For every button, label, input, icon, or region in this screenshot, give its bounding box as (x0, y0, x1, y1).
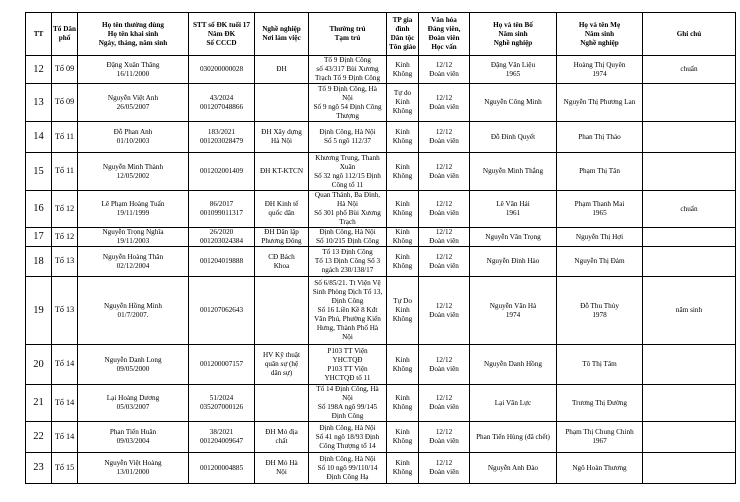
table-row (26, 153, 736, 191)
cell-me: Nguyễn Thị Phương Lan (557, 84, 643, 122)
table-row (26, 277, 736, 345)
cell-to-dan-pho: Tổ 09 (52, 56, 78, 84)
cell-tt: 21 (26, 385, 52, 422)
cell-van-hoa: 12/12 Đoàn viên (419, 228, 470, 247)
cell-ho-ten: Nguyễn Việt Hoàng 13/01/2000 (78, 453, 189, 484)
cell-ghi-chu (643, 122, 736, 153)
cell-tp-gia-dinh: Kinh Không (387, 191, 419, 228)
cell-thuong-tru: Định Công, Hà Nội Số 10 ngõ 99/110/14 Định Công Hạ (309, 453, 387, 484)
cell-tt: 22 (26, 422, 52, 453)
cell-me: Hoàng Thị Quyên 1974 (557, 56, 643, 84)
header-row (26, 13, 736, 56)
cell-bo: Nguyễn Văn Hà 1974 (470, 277, 557, 345)
cell-tt: 23 (26, 453, 52, 484)
cell-nghe-nghiep (255, 277, 309, 345)
cell-ghi-chu (643, 228, 736, 247)
cell-stt-dk: 001207062643 (189, 277, 255, 345)
cell-to-dan-pho: Tổ 12 (52, 228, 78, 247)
header-bo: Họ và tên Bố Năm sinh Nghề nghiệp (470, 13, 557, 56)
cell-bo: Lại Văn Lực (470, 385, 557, 422)
cell-van-hoa: 12/12 Đoàn viên (419, 247, 470, 277)
table-row (26, 228, 736, 247)
header-ho-ten: Họ tên thường dùng Họ tên khai sinh Ngày, tháng, năm sinh (78, 13, 189, 56)
cell-ghi-chu: chuẩn (643, 191, 736, 228)
cell-tt: 16 (26, 191, 52, 228)
cell-bo: Nguyễn Công Minh (470, 84, 557, 122)
header-stt-dk: STT số ĐK tuổi 17 Năm ĐK Số CCCD (189, 13, 255, 56)
cell-nghe-nghiep: HV Kỹ thuật quân sự (hệ dân sự) (255, 345, 309, 385)
cell-tt: 12 (26, 56, 52, 84)
cell-van-hoa: 12/12 Đoàn viên (419, 56, 470, 84)
cell-to-dan-pho: Tổ 13 (52, 277, 78, 345)
cell-ghi-chu (643, 153, 736, 191)
header-nghe-nghiep: Nghề nghiệp Nơi làm việc (255, 13, 309, 56)
header-to-dan-pho: Tổ Dân phố (52, 13, 78, 56)
cell-ho-ten: Nguyễn Hồng Minh 01/7/2007. (78, 277, 189, 345)
cell-thuong-tru: Tổ 9 Định Công số 43/317 Bùi Xương Trạch Tổ 9 Định Công (309, 56, 387, 84)
cell-tp-gia-dinh: Kinh Không (387, 422, 419, 453)
cell-nghe-nghiep: ĐH Kinh tế quốc dân (255, 191, 309, 228)
cell-to-dan-pho: Tổ 12 (52, 191, 78, 228)
cell-ghi-chu: chuẩn (643, 56, 736, 84)
cell-me: Trương Thị Đường (557, 385, 643, 422)
cell-stt-dk: 43/2024 001207048866 (189, 84, 255, 122)
cell-stt-dk: 001200007157 (189, 345, 255, 385)
cell-tp-gia-dinh: Tự do Kinh Không (387, 84, 419, 122)
cell-ghi-chu: năm sinh (643, 277, 736, 345)
cell-me: Nguyễn Thị Đảm (557, 247, 643, 277)
cell-ho-ten: Nguyễn Danh Long 09/05/2000 (78, 345, 189, 385)
cell-van-hoa: 12/12 Đoàn viên (419, 84, 470, 122)
cell-stt-dk: 26/2020 001203024384 (189, 228, 255, 247)
table-row (26, 422, 736, 453)
registration-sheet (25, 12, 736, 484)
cell-me: Nguyễn Thị Hợi (557, 228, 643, 247)
cell-stt-dk: 183/2021 001203028479 (189, 122, 255, 153)
cell-thuong-tru: Định Công, Hà Nội Số 10/215 Định Công (309, 228, 387, 247)
cell-bo: Nguyễn Danh Hồng (470, 345, 557, 385)
header-thuong-tru: Thường trú Tạm trú (309, 13, 387, 56)
cell-ghi-chu (643, 385, 736, 422)
cell-tt: 19 (26, 277, 52, 345)
header-tp-gia-dinh: TP gia đình Dân tộc Tôn giáo (387, 13, 419, 56)
cell-ghi-chu (643, 422, 736, 453)
cell-thuong-tru: Định Công, Hà Nội Số 41 ngõ 18/93 Định Công Thượng tổ 14 (309, 422, 387, 453)
cell-nghe-nghiep: ĐH Xây dựng Hà Nội (255, 122, 309, 153)
header-ghi-chu: Ghi chú (643, 13, 736, 56)
cell-thuong-tru: Số 6/85/21. Tt Viện Vệ Sinh Phòng Dịch Tổ 13, Định Công Số 16 Liền Kề 8 Kđt Văn Phú, Phường Kiến Hưng, Thành Phố Hà Nội (309, 277, 387, 345)
cell-thuong-tru: Tổ 13 Định Công Tổ 13 Định Công Số 3 ngách 230/138/17 (309, 247, 387, 277)
cell-me: Phan Thị Thảo (557, 122, 643, 153)
cell-van-hoa: 12/12 Đoàn viên (419, 122, 470, 153)
cell-bo: Phan Tiến Hùng (đã chết) (470, 422, 557, 453)
cell-thuong-tru: Quan Thánh, Ba Đình, Hà Nội Số 301 phố Bùi Xương Trạch (309, 191, 387, 228)
cell-tp-gia-dinh: Kinh Không (387, 385, 419, 422)
cell-to-dan-pho: Tổ 14 (52, 385, 78, 422)
cell-nghe-nghiep: ĐH Mỏ địa chất (255, 422, 309, 453)
cell-van-hoa: 12/12 Đoàn viên (419, 345, 470, 385)
header-me: Họ và tên Mẹ Năm sinh Nghề nghiệp (557, 13, 643, 56)
table-body (26, 56, 736, 484)
cell-ho-ten: Đỗ Phan Anh 01/10/2003 (78, 122, 189, 153)
cell-nghe-nghiep: ĐH (255, 56, 309, 84)
cell-bo: Đặng Văn Liệu 1965 (470, 56, 557, 84)
cell-to-dan-pho: Tổ 14 (52, 345, 78, 385)
cell-ho-ten: Phan Tiến Huân 09/03/2004 (78, 422, 189, 453)
cell-van-hoa: 12/12 Đoàn viên (419, 277, 470, 345)
cell-nghe-nghiep: ĐH Dân lập Phương Đông (255, 228, 309, 247)
cell-to-dan-pho: Tổ 15 (52, 453, 78, 484)
header-tt: TT (26, 13, 52, 56)
youth-registration-table (25, 12, 736, 484)
cell-ghi-chu (643, 84, 736, 122)
cell-tp-gia-dinh: Kinh Không (387, 228, 419, 247)
cell-thuong-tru: P103 TT Viện YHCTQĐ P103 TT Viện YHCTQĐ tổ 11 (309, 345, 387, 385)
cell-tt: 14 (26, 122, 52, 153)
cell-stt-dk: 001202001409 (189, 153, 255, 191)
cell-ho-ten: Đặng Xuân Thăng 16/11/2000 (78, 56, 189, 84)
cell-tt: 20 (26, 345, 52, 385)
cell-stt-dk: 030200000028 (189, 56, 255, 84)
cell-van-hoa: 12/12 Đoàn viên (419, 153, 470, 191)
cell-nghe-nghiep: CĐ Bách Khoa (255, 247, 309, 277)
cell-me: Phạm Thanh Mai 1965 (557, 191, 643, 228)
table-row (26, 345, 736, 385)
cell-me: Tô Thị Tâm (557, 345, 643, 385)
cell-ho-ten: Nguyễn Hoàng Thân 02/12/2004 (78, 247, 189, 277)
cell-bo: Đỗ Đình Quyết (470, 122, 557, 153)
cell-tp-gia-dinh: Kinh Không (387, 153, 419, 191)
cell-stt-dk: 51/2024 035207000126 (189, 385, 255, 422)
cell-ghi-chu (643, 345, 736, 385)
cell-me: Phạm Thị Chung Chinh 1967 (557, 422, 643, 453)
cell-tt: 18 (26, 247, 52, 277)
cell-me: Ngô Hoàn Thương (557, 453, 643, 484)
cell-me: Phạm Thị Tân (557, 153, 643, 191)
cell-tp-gia-dinh: Tự Do Kinh Không (387, 277, 419, 345)
header-van-hoa: Văn hóa Đảng viên, Đoàn viên Học vấn (419, 13, 470, 56)
cell-ho-ten: Nguyễn Trọng Nghĩa 19/11/2003 (78, 228, 189, 247)
table-row (26, 122, 736, 153)
cell-stt-dk: 001200004885 (189, 453, 255, 484)
cell-tt: 17 (26, 228, 52, 247)
cell-ho-ten: Lê Phạm Hoàng Tuấn 19/11/1999 (78, 191, 189, 228)
cell-thuong-tru: Định Công, Hà Nội Số 5 ngõ 112/37 (309, 122, 387, 153)
cell-thuong-tru: Tổ 9 Định Công, Hà Nội Số 9 ngõ 54 Định Công Thượng (309, 84, 387, 122)
cell-tp-gia-dinh: Kinh Không (387, 247, 419, 277)
cell-bo: Lê Văn Hải 1961 (470, 191, 557, 228)
table-row (26, 247, 736, 277)
table-row (26, 84, 736, 122)
cell-to-dan-pho: Tổ 14 (52, 422, 78, 453)
cell-to-dan-pho: Tổ 09 (52, 84, 78, 122)
cell-to-dan-pho: Tổ 11 (52, 122, 78, 153)
cell-to-dan-pho: Tổ 11 (52, 153, 78, 191)
cell-van-hoa: 12/12 Đoàn viên (419, 191, 470, 228)
cell-nghe-nghiep (255, 385, 309, 422)
cell-tp-gia-dinh: Kinh Không (387, 345, 419, 385)
cell-tp-gia-dinh: Kinh Không (387, 122, 419, 153)
table-row (26, 385, 736, 422)
cell-van-hoa: 12/12 Đoàn viên (419, 422, 470, 453)
cell-van-hoa: 12/12 Đoàn viên (419, 453, 470, 484)
table-row (26, 56, 736, 84)
cell-thuong-tru: Khương Trung, Thanh Xuân Số 32 ngõ 112/15 Định Công tổ 11 (309, 153, 387, 191)
cell-stt-dk: 86/2017 001099011317 (189, 191, 255, 228)
cell-ho-ten: Nguyễn Việt Anh 26/05/2007 (78, 84, 189, 122)
table-row (26, 191, 736, 228)
cell-bo: Nguyễn Anh Đào (470, 453, 557, 484)
cell-me: Đỗ Thu Thủy 1978 (557, 277, 643, 345)
cell-nghe-nghiep: ĐH Mỏ Hà Nội (255, 453, 309, 484)
cell-ghi-chu (643, 453, 736, 484)
cell-nghe-nghiep: ĐH KT-KTCN (255, 153, 309, 191)
cell-stt-dk: 001204019888 (189, 247, 255, 277)
cell-tt: 15 (26, 153, 52, 191)
cell-ghi-chu (643, 247, 736, 277)
cell-to-dan-pho: Tổ 13 (52, 247, 78, 277)
cell-bo: Nguyễn Văn Trọng (470, 228, 557, 247)
cell-bo: Nguyễn Đình Hào (470, 247, 557, 277)
cell-nghe-nghiep (255, 84, 309, 122)
cell-stt-dk: 38/2021 001204009647 (189, 422, 255, 453)
cell-van-hoa: 12/12 Đoàn viên (419, 385, 470, 422)
cell-ho-ten: Lại Hoàng Dương 05/03/2007 (78, 385, 189, 422)
cell-thuong-tru: Tổ 14 Định Công, Hà Nội Số 198A ngõ 99/145 Định Công (309, 385, 387, 422)
cell-tp-gia-dinh: Kinh Không (387, 56, 419, 84)
cell-ho-ten: Nguyễn Minh Thành 12/05/2002 (78, 153, 189, 191)
cell-bo: Nguyễn Minh Thắng (470, 153, 557, 191)
cell-tt: 13 (26, 84, 52, 122)
table-row (26, 453, 736, 484)
cell-tp-gia-dinh: Kinh Không (387, 453, 419, 484)
